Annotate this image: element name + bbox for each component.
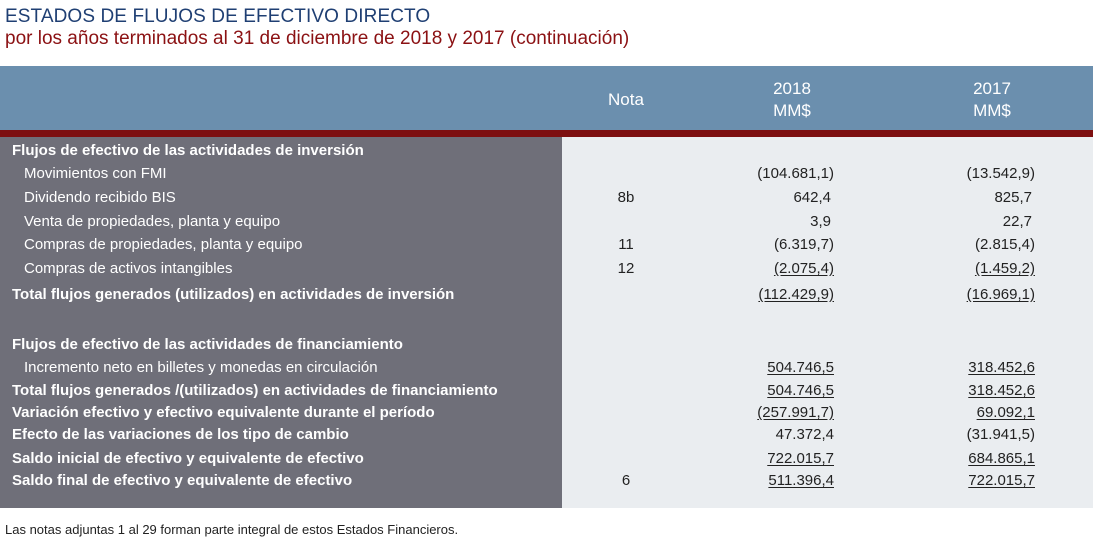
- value-2017: 318.452,6: [968, 359, 1035, 376]
- header-divider: [0, 130, 1093, 137]
- row-label-total: Total flujos generados (utilizados) en actividades de inversión: [12, 286, 455, 303]
- section-heading-inversion: Flujos de efectivo de las actividades de inversión: [12, 142, 364, 159]
- header-year-2017: 2017: [973, 79, 1011, 98]
- value-2018: 504.746,5: [767, 359, 834, 376]
- table-row: [0, 402, 1093, 424]
- value-2018: 722.015,7: [767, 450, 834, 467]
- value-2017: 22,7: [1002, 213, 1032, 230]
- value-2017: 825,7: [994, 189, 1032, 206]
- row-label: Incremento neto en billetes y monedas en circulación: [24, 359, 378, 376]
- value-2018: (2.075,4): [773, 260, 834, 277]
- table-row: [0, 424, 1093, 446]
- row-label: Compras de propiedades, planta y equipo: [24, 236, 303, 253]
- value-2018: 642,4: [793, 189, 831, 206]
- header-nota: Nota: [608, 90, 644, 109]
- row-nota: 6: [621, 472, 631, 489]
- page-subtitle: por los años terminados al 31 de diciembre de 2018 y 2017 (continuación): [5, 28, 630, 49]
- value-2017: (1.459,2): [974, 260, 1035, 277]
- row-label: Compras de activos intangibles: [24, 260, 233, 277]
- table-row: [0, 380, 1093, 402]
- table-row: [0, 211, 1093, 233]
- value-2017: (16.969,1): [966, 286, 1035, 303]
- row-label: Efecto de las variaciones de los tipo de cambio: [12, 426, 349, 443]
- table-row: [0, 470, 1093, 492]
- row-nota: 8b: [617, 189, 635, 206]
- header-unit-2018: MM$: [773, 101, 811, 120]
- row-label: Movimientos con FMI: [24, 165, 167, 182]
- value-2018: (257.991,7): [757, 404, 834, 421]
- header-year-2018: 2018: [773, 79, 811, 98]
- value-2017: 722.015,7: [968, 472, 1035, 489]
- value-2018: 3,9: [810, 213, 831, 230]
- table-row: [0, 187, 1093, 209]
- table-row: [0, 284, 1093, 306]
- page-title: ESTADOS DE FLUJOS DE EFECTIVO DIRECTO: [5, 6, 431, 27]
- value-2017: (2.815,4): [974, 236, 1035, 253]
- value-2017: 684.865,1: [968, 450, 1035, 467]
- footnote: Las notas adjuntas 1 al 29 forman parte integral de estos Estados Financieros.: [5, 522, 459, 537]
- row-label: Dividendo recibido BIS: [24, 189, 176, 206]
- row-label: Saldo final de efectivo y equivalente de efectivo: [12, 472, 353, 489]
- value-2017: (31.941,5): [966, 426, 1035, 443]
- row-label: Saldo inicial de efectivo y equivalente de efectivo: [12, 450, 364, 467]
- table-row: [0, 357, 1093, 379]
- row-label-total: Total flujos generados /(utilizados) en actividades de financiamiento: [12, 382, 498, 399]
- value-2017: 318.452,6: [968, 382, 1035, 399]
- row-label: Venta de propiedades, planta y equipo: [24, 213, 281, 230]
- value-2017: (13.542,9): [966, 165, 1035, 182]
- value-2018: 47.372,4: [775, 426, 834, 443]
- table-row: [0, 334, 1093, 356]
- table-row: [0, 234, 1093, 256]
- value-2018: 504.746,5: [767, 382, 834, 399]
- value-2018: (6.319,7): [773, 236, 834, 253]
- row-nota: 11: [618, 236, 634, 253]
- table-row: [0, 448, 1093, 470]
- table-row: [0, 258, 1093, 280]
- value-2018: (104.681,1): [757, 165, 834, 182]
- section-heading-financiamiento: Flujos de efectivo de las actividades de financiamiento: [12, 336, 403, 353]
- value-2018: (112.429,9): [758, 286, 834, 303]
- table-row: [0, 163, 1093, 185]
- row-nota: 12: [617, 260, 635, 277]
- row-label: Variación efectivo y efectivo equivalente durante el período: [12, 404, 435, 421]
- table-row: [0, 140, 1093, 162]
- value-2018: 511.396,4: [768, 472, 834, 489]
- header-unit-2017: MM$: [973, 101, 1011, 120]
- table-header: [0, 66, 1093, 130]
- value-2017: 69.092,1: [976, 404, 1035, 421]
